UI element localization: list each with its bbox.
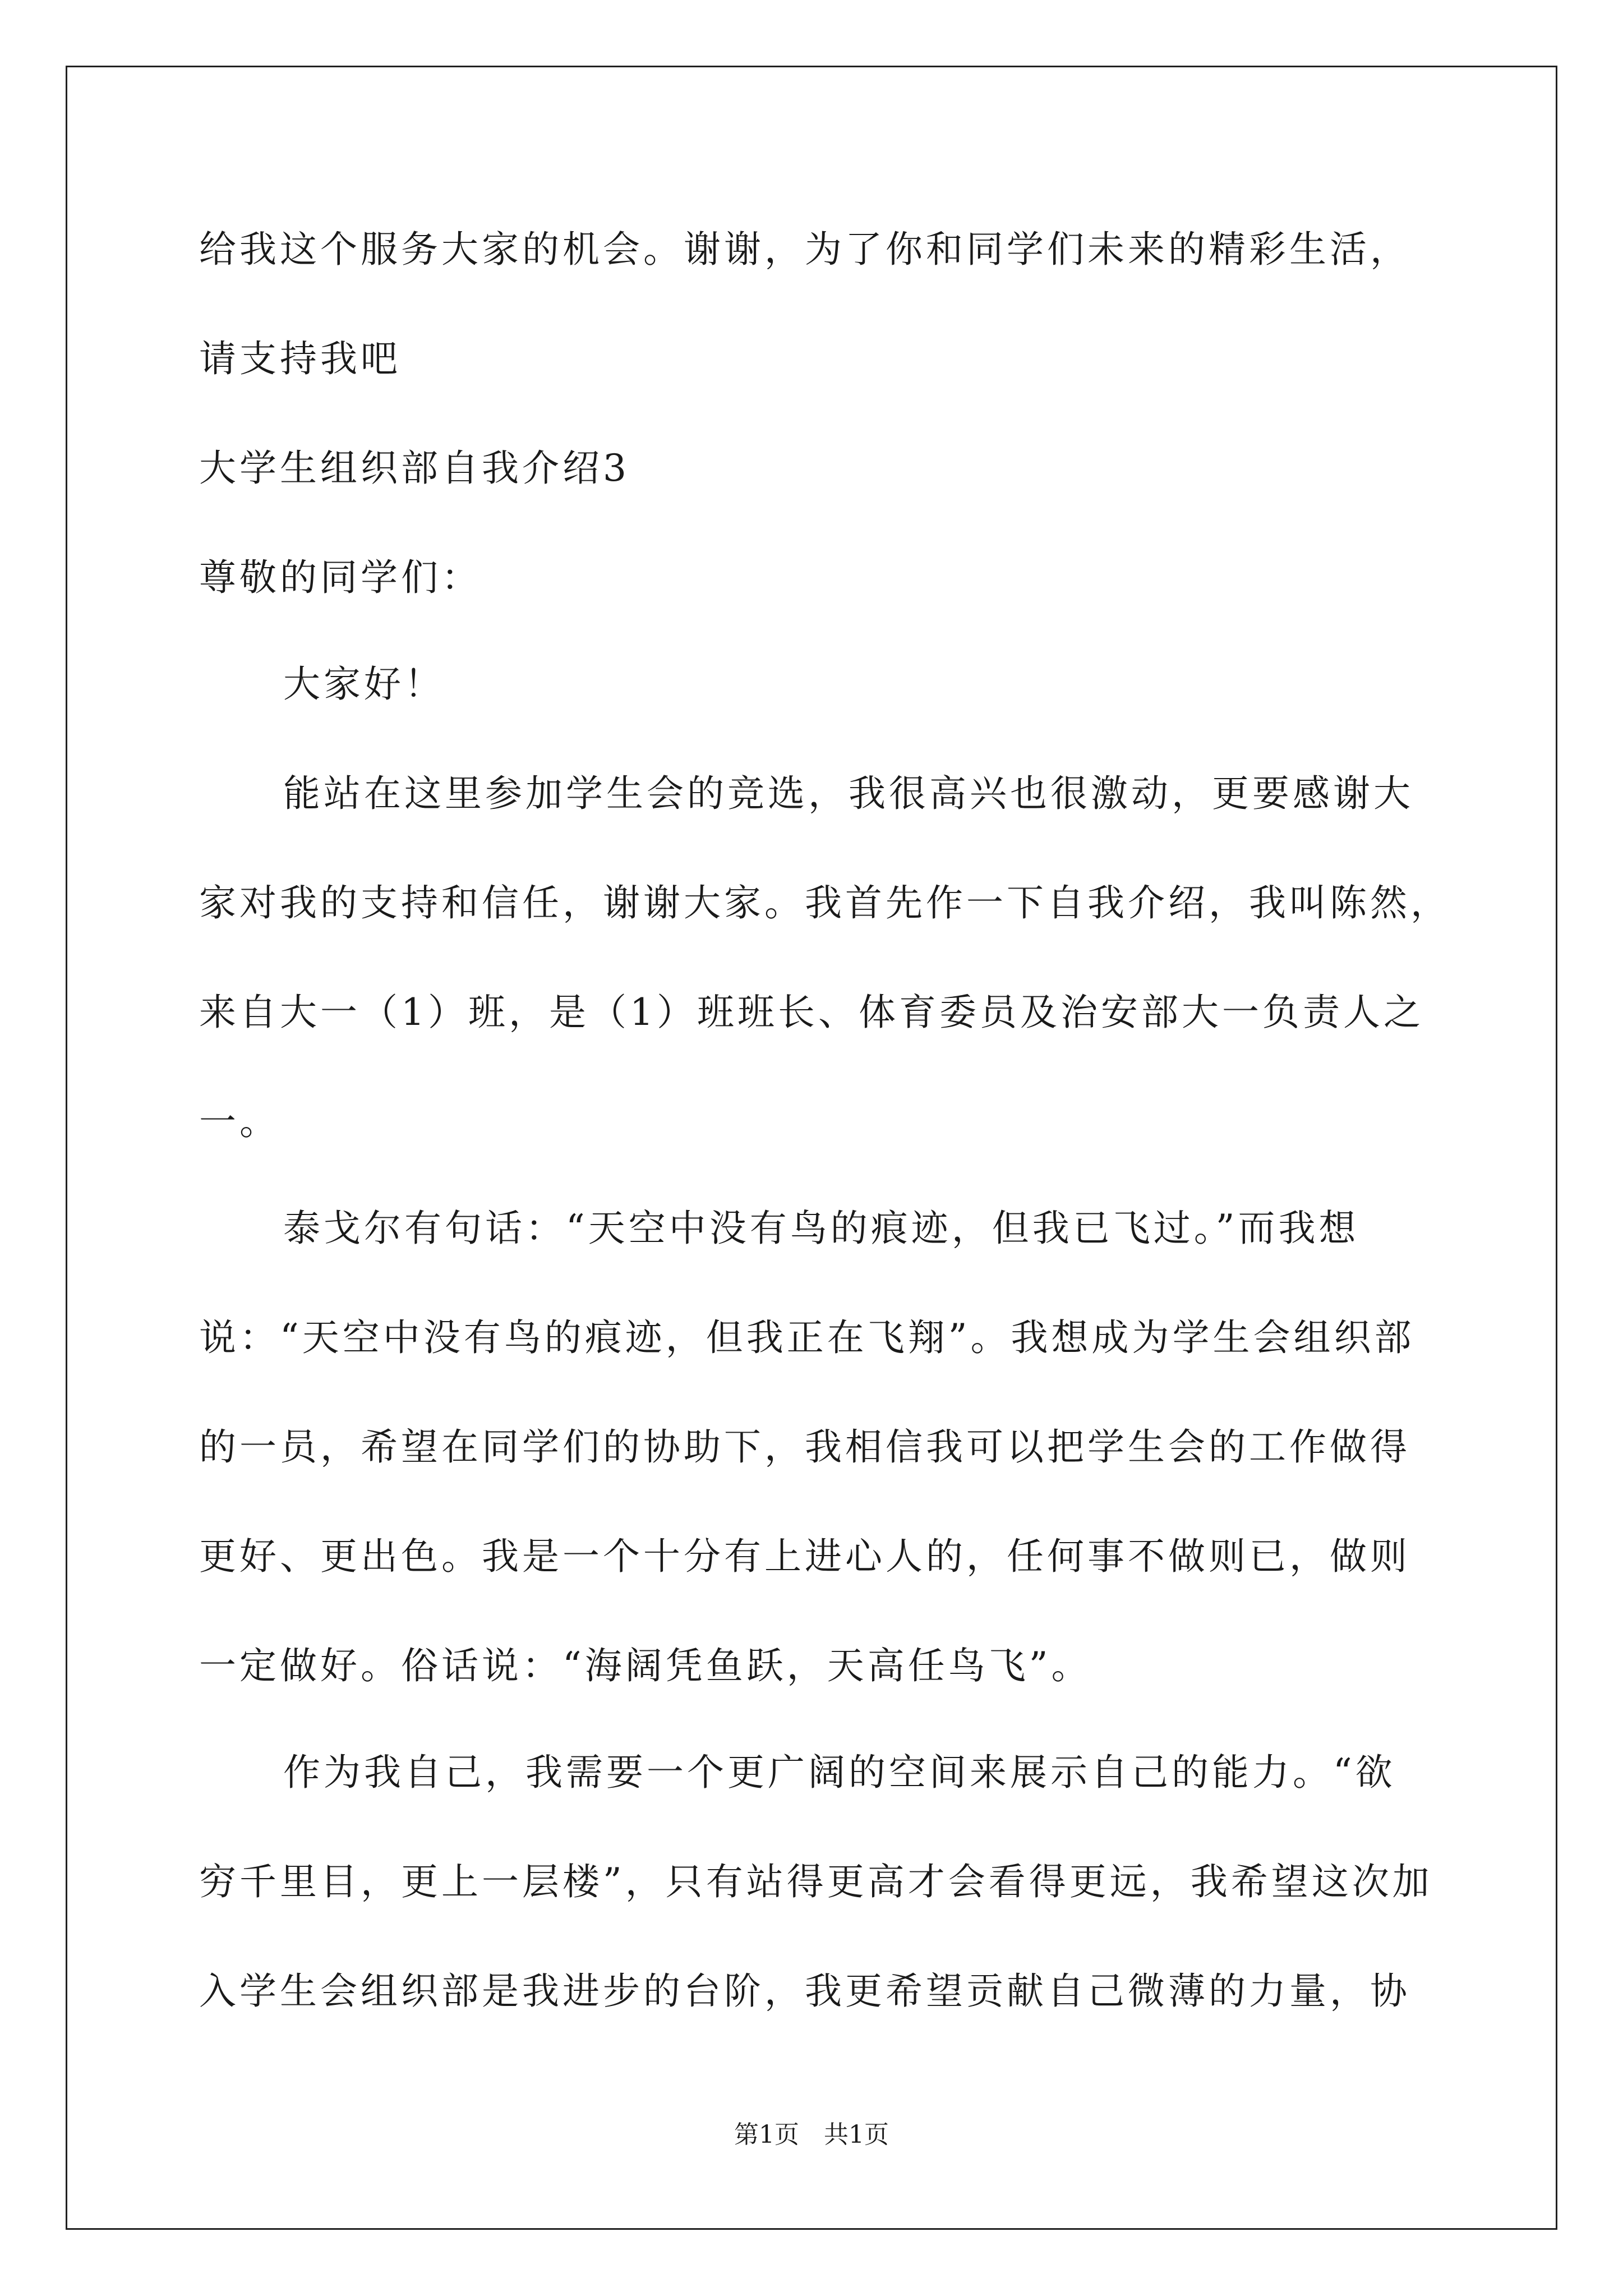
text-line: 一。 bbox=[199, 1100, 280, 1143]
page-border bbox=[66, 66, 1557, 2230]
text-line: 能站在这里参加学生会的竞选，我很高兴也很激动，更要感谢大 bbox=[283, 772, 1414, 815]
section-heading: 大学生组织部自我介绍3 bbox=[199, 447, 630, 490]
text-line: 作为我自己，我需要一个更广阔的空间来展示自己的能力。“欲 bbox=[283, 1751, 1396, 1794]
text-line: 的一员，希望在同学们的协助下，我相信我可以把学生会的工作做得 bbox=[199, 1425, 1410, 1469]
greeting: 大家好！ bbox=[283, 662, 445, 706]
text-line: 入学生会组织部是我进步的台阶，我更希望贡献自己微薄的力量，协 bbox=[199, 1970, 1410, 2013]
text-line: 请支持我吧 bbox=[199, 337, 401, 380]
text-line: 家对我的支持和信任，谢谢大家。我首先作一下自我介绍，我叫陈然， bbox=[199, 881, 1451, 924]
text-line: 更好、更出色。我是一个十分有上进心人的，任何事不做则已，做则 bbox=[199, 1535, 1410, 1578]
text-line: 泰戈尔有句话：“天空中没有鸟的痕迹，但我已飞过。”而我想 bbox=[283, 1207, 1359, 1250]
text-line: 一定做好。俗话说：“海阔凭鱼跃，天高任鸟飞”。 bbox=[199, 1644, 1092, 1687]
text-line: 穷千里目，更上一层楼”，只有站得更高才会看得更远，我希望这次加 bbox=[199, 1860, 1433, 1903]
page-footer: 第1页 共1页 bbox=[734, 2120, 889, 2149]
text-line: 说：“天空中没有鸟的痕迹，但我正在飞翔”。我想成为学生会组织部 bbox=[199, 1316, 1415, 1359]
salutation: 尊敬的同学们： bbox=[199, 556, 482, 599]
text-line: 给我这个服务大家的机会。谢谢，为了你和同学们未来的精彩生活， bbox=[199, 228, 1410, 271]
text-line: 来自大一（1）班，是（1）班班长、体育委员及治安部大一负责人之 bbox=[199, 991, 1424, 1034]
